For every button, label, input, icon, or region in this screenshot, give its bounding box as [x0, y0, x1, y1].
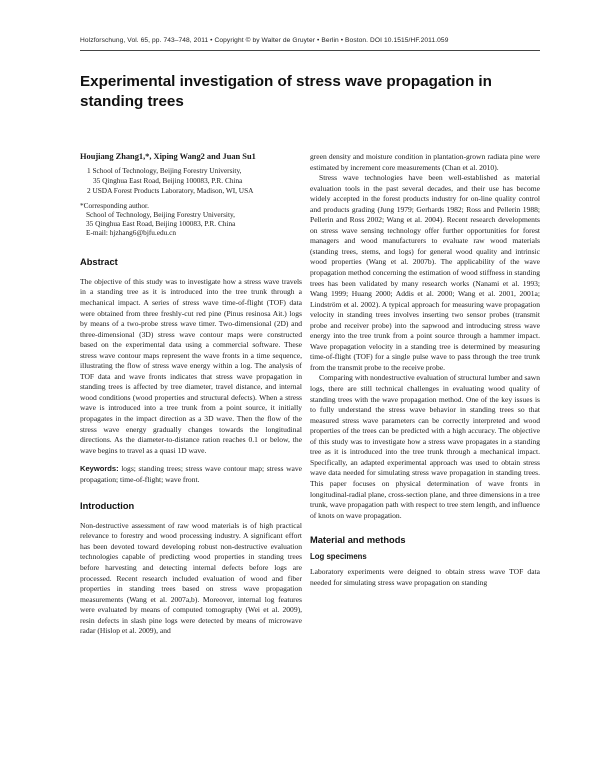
right-column	[310, 152, 540, 588]
left-column	[80, 152, 302, 637]
corresponding-author	[80, 201, 302, 238]
affiliation-line: 2 USDA Forest Products Laboratory, Madison, WI, USA	[87, 185, 254, 195]
keywords-text: logs; standing trees; stress wave contour map; stress wave propagation; time-of-flight; wave front.	[80, 464, 303, 484]
paragraph: Stress wave technologies have been well-established as material evaluation tools in the past several decades, and their use has become widely accepted in the forest products industry for on-line quality control and products grading (Jung 1979; Gerhards 1982; Ross and Pellerin 1988; Pellerin and Ross 2002; Wang et al. 2004). Recent research developments on stress wave sensing technology offer further opportunities for forest managers and wood manufacturers to evaluate raw wood materials (standing trees, stems, and logs) for general wood quality and intrinsic wood properties (Wang et al. 2007b). The applicability of the wave propagation method concerning the estimation of wood stiffness in standing trees has been validated by many research works (Nanami et al. 1993; Wang 1999; Huang 2000; Addis et al. 2000; Wang et al. 2001, 2001a; Lindström et al. 2002). A typical approach for measuring wave propagation velocity in standing trees involves inserting two sensor probes (transmit probe and receiver probe) into the sapwood and introducing stress wave energy into the tree trunk from a point source through a hammer impact. Wave propagation velocity in a standing tree is determined by measuring time-of-flight (TOF) for a single pulse wave to pass through the tree trunk from the transmit probe to the receive probe.	[310, 173, 540, 372]
affiliation-line: 35 Qinghua East Road, Beijing 100083, P.R. China	[93, 175, 243, 185]
introduction-text: Non-destructive assessment of raw wood materials is of high practical relevance to forestry and wood processing industry. A significant effort has been devoted toward developing robust non-destructive evaluation technologies capable of predicting wood properties in standing trees before harvesting and detecting internal defects before logs are processed. Recent research included evaluation of wood and fiber properties in standing trees based on stress wave propagation measurements (Wang et al. 2007a,b). Moreover, internal log features were evaluated by means of computed tomography (Wei et al. 2009), resin defects in slash pine logs were detected by means of microwave radar (Hislop et al. 2009), and	[80, 520, 302, 636]
affiliation-line: 1 School of Technology, Beijing Forestry University,	[87, 165, 242, 175]
corresponding-line: School of Technology, Beijing Forestry University,	[86, 209, 235, 219]
corresponding-email: E-mail: hjzhang6@bjfu.edu.cn	[86, 228, 176, 238]
log-specimens-heading: Log specimens	[310, 551, 367, 561]
paragraph: green density and moisture condition in plantation-grown radiata pine were estimated by increment core measurements (Chan et al. 2010).	[310, 152, 540, 172]
abstract-heading: Abstract	[80, 257, 118, 268]
running-head: Holzforschung, Vol. 65, pp. 743–748, 2011 • Copyright © by Walter de Gruyter • Berlin • Boston. DOI 10.1515/HF.2011.059	[80, 37, 449, 44]
material-methods-heading: Material and methods	[310, 535, 406, 546]
keywords	[80, 464, 302, 485]
author-list: Houjiang Zhang1,*, Xiping Wang2 and Juan Su1	[80, 152, 256, 161]
paper-title: Experimental investigation of stress wave propagation in standing trees	[80, 73, 492, 110]
abstract-text: The objective of this study was to investigate how a stress wave travels in a standing tree as it is introduced into the tree trunk through a mechanical impact. A series of stress wave time-of-flight (TOF) data were obtained from three freshly-cut red pine (Pinus resinosa Ait.) logs by means of a two-probe stress wave timer. Two-dimensional (2D) and three-dimensional (3D) stress wave contour maps were constructed based on the experimental data using a commercial software. These stress wave contour maps represent the wave fronts in a time sequence, illustrating the flow of stress wave energy within a log. The analysis of TOF data and wave fronts indicates that stress wave propagation in standing trees is affected by tree diameter, travel distance, and internal wood conditions (wood properties and structural defects). When a stress wave is introduced into a tree trunk from a point source, it initially propagates in the impact direction as a 3D wave. Then the flow of the stress wave energy gradually changes towards the longitudinal directions. As the diameter-to-distance ration reaches 0.1 or below, the wave begins to travel as a quasi 1D wave.	[80, 276, 302, 455]
paragraph: Comparing with nondestructive evaluation of structural lumber and sawn logs, there are still technical challenges in evaluating wood quality of standing trees with the wave propagation method. One of the key issues is to fully understand the stress wave behavior in standing trees so that measured stress wave parameters can be correctly interpreted and wood properties of the trees can be predicted with a high accuracy. The objective of this study was to investigate how a stress wave propagates in a standing tree as it is introduced into the tree trunk through a mechanical impact. Specifically, an adapted experimental approach was used to obtain stress wave data needed for simulating stress wave propagation in standing trees. This paper focuses on physical determination of wave fronts in longitudinal-radial plane, cross-section plane, and three dimensions in a tree trunk, wave propagation path with respect to tree stem length, and influence of knots on wave propagation.	[310, 373, 540, 520]
paragraph: Laboratory experiments were deigned to obtain stress wave TOF data needed for simulating stress wave propagation on standing	[310, 567, 540, 587]
keywords-label: Keywords:	[80, 464, 119, 474]
corresponding-label: *Corresponding author.	[80, 200, 149, 210]
affiliations	[80, 166, 302, 196]
introduction-heading: Introduction	[80, 501, 135, 512]
header-rule	[80, 50, 540, 51]
corresponding-line: 35 Qinghua East Road, Beijing 100083, P.R. China	[86, 218, 236, 228]
